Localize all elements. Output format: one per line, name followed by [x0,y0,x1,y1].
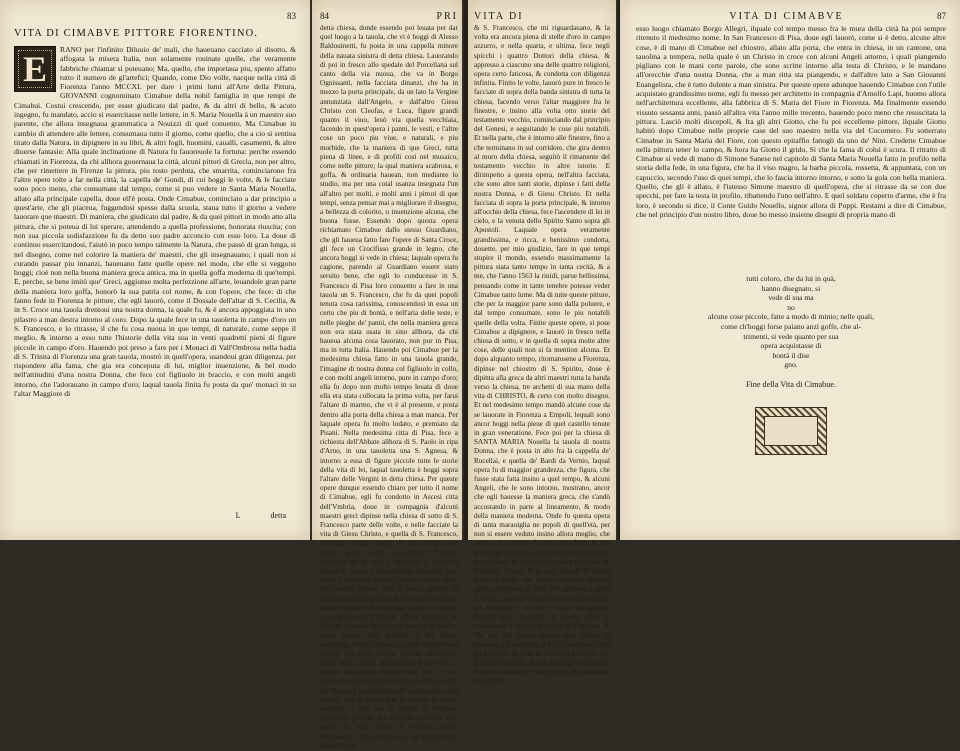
running-head-text: VITA DI CIMABVE [729,10,844,22]
body-text: RANO per l'infinito Diluuio de' mali, che haueuano cacciato al disotto, & affogata la misera Italia, non solamente rouinate quelle, che veramente fabbriche chiamar si poteuano; Ma, quello, che importaua piu, spento affatto tutto il numero de gl'artefici; Quando, come Dio volle, nacque nella città di Fiorenza l'anno MCCXL per dare i primi lumi all'Arte della Pittura, GIOVANNI cognominato Cimabue della nobil famiglia in que tempi de Cimabui. Costui crescendo, per esser giudicato dal padre, & da altri di bello, & acuto ingegno, fu mandato, accio si essercitasse nelle lettere, in S. Maria Nouella à un maestro suo parente, che allora insegnaua grammatica a Nouizzi di quel conuento. Ma Cimabue in cambio di attendere alle lettere, consumaua tutto il giorno, come quello, che a cio si sentiua tirato dalla Natura, in dipignere in su libri, & altri fogli, huomini, caualli, casamenti, & altre diuerse fantasie: Alla quale inclinatione di Natura fu fauoreuole la fortuna: perche essendo chiamati in Fiorenza, da chi allhora gouernaua la città, alcuni pittori di Grecia, non per altro, che per rimettere in Firenze la pittura, piu tosto perduta, che smarrita, cominciarono fra l'altre opere tolte a far nella città, la capella de' Gondi, di cui hoggi le volte, & le facciate sono poco meno, che consumate dal tempo, come si puo vedere in Santa Maria Nouella, allato alla principale capella, doue ell'è posta. Onde Cimabue, cominciato a dar principio a quest'arte, che gli piaceua, fuggendosi spesso dalla scuola, staua tutto il giorno a vedere lauorare que maestri. Di maniera, che giudicato dal padre, & da quei pittori in modo atto alla pittura, che si poteua di lui sperare, attendendo a quella professione, honorata riuscita; con non sua piccola sodisfazzione fu da detto suo padre acconcio con esso loro. La doue di continuo essercitandosi, l'aiutò in poco tempo talmente la Natura, che passò di gran lunga, si nel disegno, come nel colorire la maniera de' maestri, che gli insegnauano; i quali non si curando passar piu innanzi, haueuano fatte quelle opere nel modo, che elle si veggono hoggi; cioè non nella buona maniera greca antica, ma in quella goffa moderna di que'tempi. E, perche, se bene imitò que' Greci, aggiunse molta perfezzione all'arte, leuandole gran parte della maniera loro goffa, honorò la sua patria col nome, & con l'opere, che fece: di che fanno fede in Fiorenza le pitture, che egli lauorò, come il Dossale dell'altar di S. Cecilia, & in S. Croce una tauola drentoui una nostra donna, la quale fu, & è ancora appoggiata in uno pilastro a man destra intorno al coro. Dopo la quale fece in una tauoletta in campo d'oro un S. Francesco, e lo ritrasse, il che fu cosa nuoua in que tempi, di naturale, come seppe il meglio, & intorno a esso tutte l'historie della vita sua in venti quadretti pieni di figure piccole in campo d'oro. Hauendo poi preso a fare per i Monaci di Vall'Ombrosa nella badia di S. Trinita di Fiorenza una gran tauola, mostrò in quell'opera, usandoui gran diligenza, per rispondere alla fama, che gia era conceputa di lui, miglior inuenzione, & bel modo nell'attitudini d'una nostra Donna, che fece col figliuolo in braccio, e con molti angeli intorno, che l'adorauano in campo d'oro; laqual tauola finita fu posta da que' monaci in su l'altar Maggiore di [14,45,296,398]
page-84 [312,0,464,750]
catchword: detta [270,511,286,520]
page-number: 87 [936,11,946,21]
tapered-line: alcune cose piccole, fatte a modo di minio; nelle quali, [708,312,874,322]
running-head [320,8,458,24]
page-number: 84 [320,11,329,21]
page-number: 83 [287,11,296,21]
tapered-line: vede di sua ma [768,293,814,303]
body-text: detta chiesa, donde essendo poi leuata per dar quel luogo a la tauola, che vi è hoggi di Alesso Baldouinetti, fu posta in una cappella minore della nauata sinistra di detta chiesa. Lauorando di poi in fresco allo spedale del Porcellana sul canto della via nuoua, che va in Borgo Ognissanti, nella facciata dinanzi, che ha in mezzo la porta principale, da un lato la Vergine annunziata dall'Angelo, e dall'altro Giesu Christo con Cleofas, e Luca, figure grandi quanto il viuo, leuò via quella vecchiaia, facendo in quest'opera i panni, le vesti, e l'altre cose un poco piu viue, e naturali, e piu morbide, che la maniera di que Greci, tutta piena di linee, e di profili cosi nel musaico, come nelle pitture; la qual maniera scabrosa, e goffa, & ordinaria hauean, non mediante lo studio, ma per una cotal usanza insegnata l'un all'altro per molti, e molti anni i pittori di que tempi, senza pensar mai a migliorare il disegno, a bellezza di colorito, o inuenzione alcuna, che buona fusse. Essendo dopo questa opera richiamato Cimabue dallo stesso Guardiano, che gli haueua fatto fare l'opere di Santa Croce, gli fece un Crocifisso grande in legno, che ancora hoggi si vede in chiesa; laquale opera fu cagione, parendo al Guardiano essere stato seruito bene, che egli lo conducesse in S. Francesco di Pisa loro conuento a fare in una tauola un S. Francesco, che fu da quei popoli tenuta cosa rarissima, conoscendosi in essa un certo che piu di bontà, e nell'aria delle teste, e nelle pieghe de' panni, che nella maniera greca non era stata usata in sino allhora, da chi haueua alcuna cosa lauorato, non pur in Pisa, ma in tutta Italia. Hauendo poi Cimabue per la medesima chiesa fatto in una tauola grande, l'imagine di nostra donna col figliuolo in collo, e con molti angeli intorno, pure in campo d'oro; ella fu dopo non molto tempo leuata di doue ella era stata collocata la prima volta, per farui l'altare di marmo, che vi è al presente, e posta dentro alla porta della chiesa a man manca. Per laquale opera fu molto lodato, e premiato da Pisani. Nella medesima citta di Pisa, fece a richiesta dell'Abbate allhora di S. Paolo in ripa d'Arno, in una tauoletta una S. Agnesa, & intorno a essa di figure piccole tutte le storie della vita di lei, laqual tauoletta è hoggi sopra l'altare delle Vergini in detta chiesa. Per queste opere dunque essendo chiaro per tutto il nome di Cimabue, egli fu condotto in Ascesi citta dell'Vmbria, doue in compagnia d'alcuni maestri greci dipinse nella chiesa di sotto di S. Francesco parte delle volte, e nelle facciate la vita di Giesu Christo, e quella di S. Francesco, nellequali pitture passò di gran lunga quei pittori greci; onde cresciutogli l'animo, cominciò da se solo a dipignere a fresco la chiesa di sopra, e nella tribuna maggiore fece sopra il choro in quattro facciate alcune storie della nostra Donna, cioè la morte, quando da Christo è portata l'anima di lei in cielo sopra un trono di nuuole; & in un'altra quando in mezzo a un gran coro d'Angeli, ella è coronata da Christo, essendo da pie gran numero di santi, e sante, hoggi dalla poluere, e dal tempo consumati. Nelle crociere poi delle volte di essa chiesa, che sono cinque, dipinse similmente molte storie. Nella prima sopra il coro fece i quattro Euangelisti maggiori del viuo, e cosi bene, che ancor hoggi si conosce in loro assai del buono, e la freschezza de' colori nelle carni mostra, che la fresca arte di lauorar in fresco cominciò a fare per le fatiche di Cimabue guadagno grande. La seconda crociera fece piena di stelle d'oro in campo azzurro oltramarino. Nella terza fece in alcuni tondi Giesu Christ [320,24,458,750]
running-head [14,8,296,24]
tapered-line: gno. [784,360,798,370]
tapered-line: opera acquistasse di [760,341,822,351]
tapered-line: no [787,302,795,312]
page-87 [620,0,960,540]
decorated-initial: E [14,46,56,92]
page-footer [14,511,296,520]
signature-mark: L [235,511,241,520]
body-text: esso luogo chiamato Borgo Allegri, ilquale col tempo messo fra le mura della città ha poi sempre ritenuto il medesimo nome. In San Francesco di Pisa, doue egli lauorò, come si è detto, alcune altre cose, è di mano di Cimabue nel chiostro, allato alla porta, che entra in chiesa, in un cantone, una tauolina a tempera, nella quale è un Christo in croce con alcuni Angeli attorno, i quali piangendo pigliano con le mani certe parole, che sono scritte intorno alla testa di Christo, e le mandano all'orecchie d'una nostra Donna, che a man ritta sta piangendo, e dall'altro lato a San Giouanni Euangelista, che è tutto dolente a man sinistra. Per queste opere adunque hauendo Cimabue con l'utile acquistato grandissimo nome, egli fu messo per architetto in compagnia d'Arnolfo Lapi, huomo allora nell'architettura eccellente, alla fabbrica di S. Maria del Fiore in Fiorenza. Ma finalmente essendo vissuto sessanta anni, passò all'altra vita l'anno mille trecento, hauendo poco meno che resuscitata la pittura. Lasciò molti discepoli, & fra gli altri Giotto, che fu poi eccellente pittore, ilquale Giotto habitò dopo Cimabue nelle proprie case del suo maestro nella via del Cocomero. Fu sotterrato Cimabue in Santa Maria del Fiore, con questo epitaffio fattogli da uno de' Nini. Credette Cimabue nella pittura tener lo campo, & hora ha Giotto il grido, Si che la fama di colui è scura. Il ritratto di Cimabue si vede di mano di Simone Sanese nel capitolo di Santa Maria Nouella fatto in profilo nella storia della fede, in una figura, che ha il viso magro, la barba piccola, rossetta, & appuntata, con un capuccio, secondo l'uso di quei tempi, che lo fascia intorno intorno, e sotto la gola con bella maniera. Quello, che gli è allato, è l'istesso Simone maestro di quell'opera, che si ritrasse da se con due specchi, per fare la testa in profilo, ribattendo l'uno nell'altro. E quel soldato coperto d'arme, che è fra loro, è secondo si dice, il Conte Guido Nouello, signor allora di Poppi. Restami a dire di Cimabue, che nel principio d'un nostro libro, doue ho messo insieme disegni di propria mano di [636,24,946,219]
running-head-text: PRI [436,10,458,22]
woodcut-ornament [755,407,827,455]
tapered-line: hanno disegnato, si [761,283,821,293]
page-85 [468,0,618,686]
page-83 [0,0,310,540]
body-text: & S. Francesco, che mi riguardauano, & la volta era ancora piena di stelle d'oro in campo azzurro, e nella quarta, e ultima, fece negli spicchi i quattro Dottori della chiesa, & appresso a ciascuno una delle quattro religioni, opera certo faticosa, & condotta con diligenza infinita. Finito le volte, lauorò pure in fresco le facciate di sopra della banda sinistra di tutta la chiesa, facendo verso l'altar maggiore fra le finestre, e insino alla volta otto storie del testamento vecchio, cominciando dal principio del Genesi, e seguitando le cose piu notabili. Et nella parte, che è intorno alle finestre, fino a che terminano in sul corridore, che gira dentro al muro della chiesa, seguitò il rimanente del testamento vecchio in altre istorie. E dirimpetto a questa opera, nell'altra facciata, che sono altre tanti storie, dipinse i fatti della nostra Donna, e di Giesu Christo. Et nella facciata di sopra la porta principale, & intorno all'occhio della chiesa, fece l'ascendere di lei in cielo, e la venuta dello Spirito Santo sopra gli Apostoli. Laquale opera veramente grandissima, e ricca, e benissimo condotta, douette, per mio giudizio, fare in que tempi stupire il mondo, essendo massimamente la pittura stata tanto tempo in tanta cecità, & a me, che l'anno 1563 la riuidi, parue bellissima, pensando come in tante tenebre potesse veder Cimabue tanto lume. Ma di tutte queste pitture, che per la maggior parte sono dalla poluere, e dal tempo consumate, sono le piu notabili quelle della volta. Finite queste opere, si pose Cimabue a dipignere, e lauorò in fresco nella chiesa di sotto, e in quella di sopra molte altre cose, delle quali non si fa mention alcuna. Et dopo alquanto tempo, ritornatosene a Fiorenza, dipinse nel chiostro di S. Spirito, doue è dipinta alla greca da altri maestri tutta la banda verso la chiesa, tre archetti di sua mano della vita di CHRISTO, & certo con molto disegno. Et nel medesimo tempo mandò alcune cose da se lauorate in Fiorenza a Empoli, lequali sono ancor hoggi nella pieue di quel castello tenute in gran veneratione. Fece poi per la chiesa di SANTA MARIA Nouella la tauola di nostra Donna, che è posta in alto fra la cappella de' Rucellai, e quella de' Bardi da Vernio, laqual opera fu di maggior grandezza, che figura, che fusse stata fatta insino a quel tempo, & alcuni Angeli, che le sono intorno, mostrano, ancor che egli hauesse la maniera greca, che s'andò accostando in parte al lineamento, & modo della maniera moderna. Onde fu questa opera di tanta marauiglia ne popoli di quell'età, per non si essere veduto insino allora meglio, che di casa di Cimabue fu con molta festa, & con le trombe alla chiesa portata con solennissima processione, & egli per cio molto premiato, & honorato. Dicesi, & in certi ricordi di vecchi pittori si legge, che mentre Cimabue la detta tauola dipigneua in certi orti appresso a porta S. Piero, passò il Re Carlo il vecchio d'Angio per Fiorenza, e che fra le molte accoglienze fattegli dagli huomini di questa città, lo condussero a vedere la tauola di Cimabue, & che per non essere ancora stata veduta da nessuno, nel mostrarla al Re vi concorsero tutti gli huomini, & tutte le donne di Fiorenza con grandissima festa, & con la maggior calca del mondo. Laonde per l'allegrezza, che n'hebbero i vicini, fu [474,24,610,686]
tapered-line: come ch'hoggi forse paiano anzi goffe, che al- [721,321,861,331]
running-head-text: VITA DI [474,10,524,22]
tapered-text-block [636,274,946,370]
running-head [636,8,946,24]
running-head [474,8,610,24]
chapter-title: VITA DI CIMABVE PITTORE FIORENTINO. [14,28,259,39]
tapered-line: bontà il dise [772,350,810,360]
end-note: Fine della Vita di Cimabue. [745,379,837,389]
tapered-line: tutti coloro, che da lui in quà, [746,274,836,283]
tapered-line: trimenti, si vede quanto per sua [743,331,839,341]
